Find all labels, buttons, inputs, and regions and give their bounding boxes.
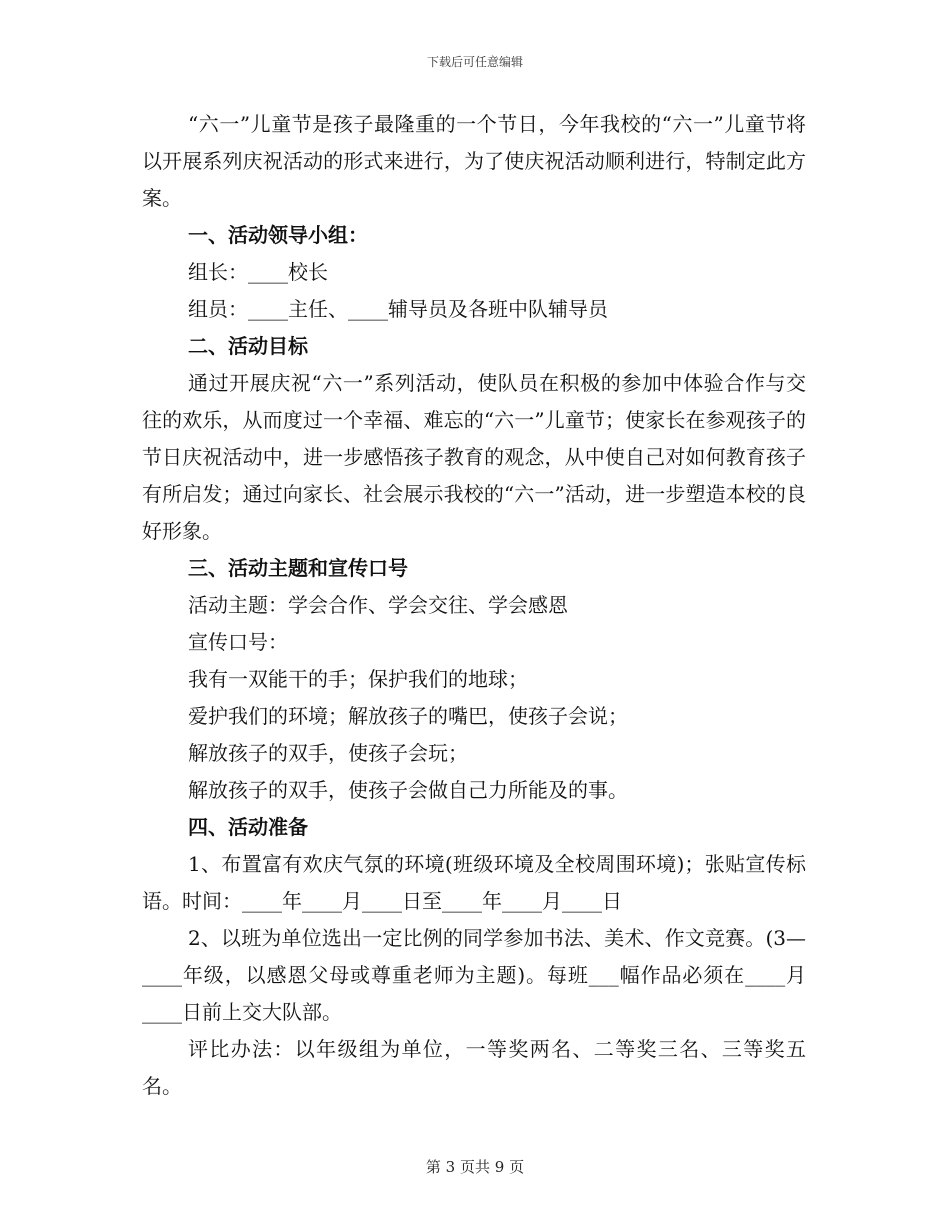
- section-2-heading: 二、活动目标: [188, 334, 308, 358]
- section-3-slogan-label: 宣传口号：: [188, 630, 288, 654]
- section-3-theme: 活动主题：学会合作、学会交往、学会感恩: [188, 593, 568, 617]
- page-footer: 第 3 页共 9 页: [425, 1158, 525, 1176]
- section-3-slogan-4: 解放孩子的双手，使孩子会做自己力所能及的事。: [188, 778, 628, 802]
- section-4-evaluation: 评比办法：以年级组为单位，一等奖两名、二等奖三名、三等奖五名。: [142, 1037, 806, 1098]
- section-4-item-2: 2、以班为单位选出一定比例的同学参加书法、美术、作文竞赛。(3—____年级，以感恩父母或尊重老师为主题)。每班___幅作品必须在____月____日前上交大队部。: [142, 926, 806, 1024]
- section-3-slogan-3: 解放孩子的双手，使孩子会玩；: [188, 741, 468, 765]
- section-1-line-leader: 组长：____校长: [188, 260, 328, 284]
- page-header: 下载后可任意编辑: [426, 55, 523, 69]
- section-3-slogan-1: 我有一双能干的手；保护我们的地球；: [188, 667, 528, 691]
- section-1-line-members: 组员：____主任、____辅导员及各班中队辅导员: [188, 297, 608, 321]
- section-4-heading: 四、活动准备: [188, 815, 308, 839]
- section-2-paragraph: 通过开展庆祝“六一”系列活动，使队员在积极的参加中体验合作与交往的欢乐，从而度过一个幸福、难忘的“六一”儿童节；使家长在参观孩子的节日庆祝活动中，进一步感悟孩子教育的观念，从中使自己对如何教育孩子有所启发；通过向家长、社会展示我校的“六一”活动，进一步塑造本校的良好形象。: [142, 371, 806, 543]
- intro-paragraph: “六一”儿童节是孩子最隆重的一个节日，今年我校的“六一”儿童节将以开展系列庆祝活动的形式来进行，为了使庆祝活动顺利进行，特制定此方案。: [142, 112, 806, 210]
- section-3-slogan-2: 爱护我们的环境；解放孩子的嘴巴，使孩子会说；: [188, 704, 628, 728]
- section-1-heading: 一、活动领导小组：: [188, 223, 368, 247]
- document-body: [142, 106, 806, 1105]
- section-4-item-1: 1、布置富有欢庆气氛的环境(班级环境及全校周围环境)；张贴宣传标语。时间：____年____月____日至____年____月____日: [142, 852, 806, 913]
- section-3-heading: 三、活动主题和宣传口号: [188, 556, 408, 580]
